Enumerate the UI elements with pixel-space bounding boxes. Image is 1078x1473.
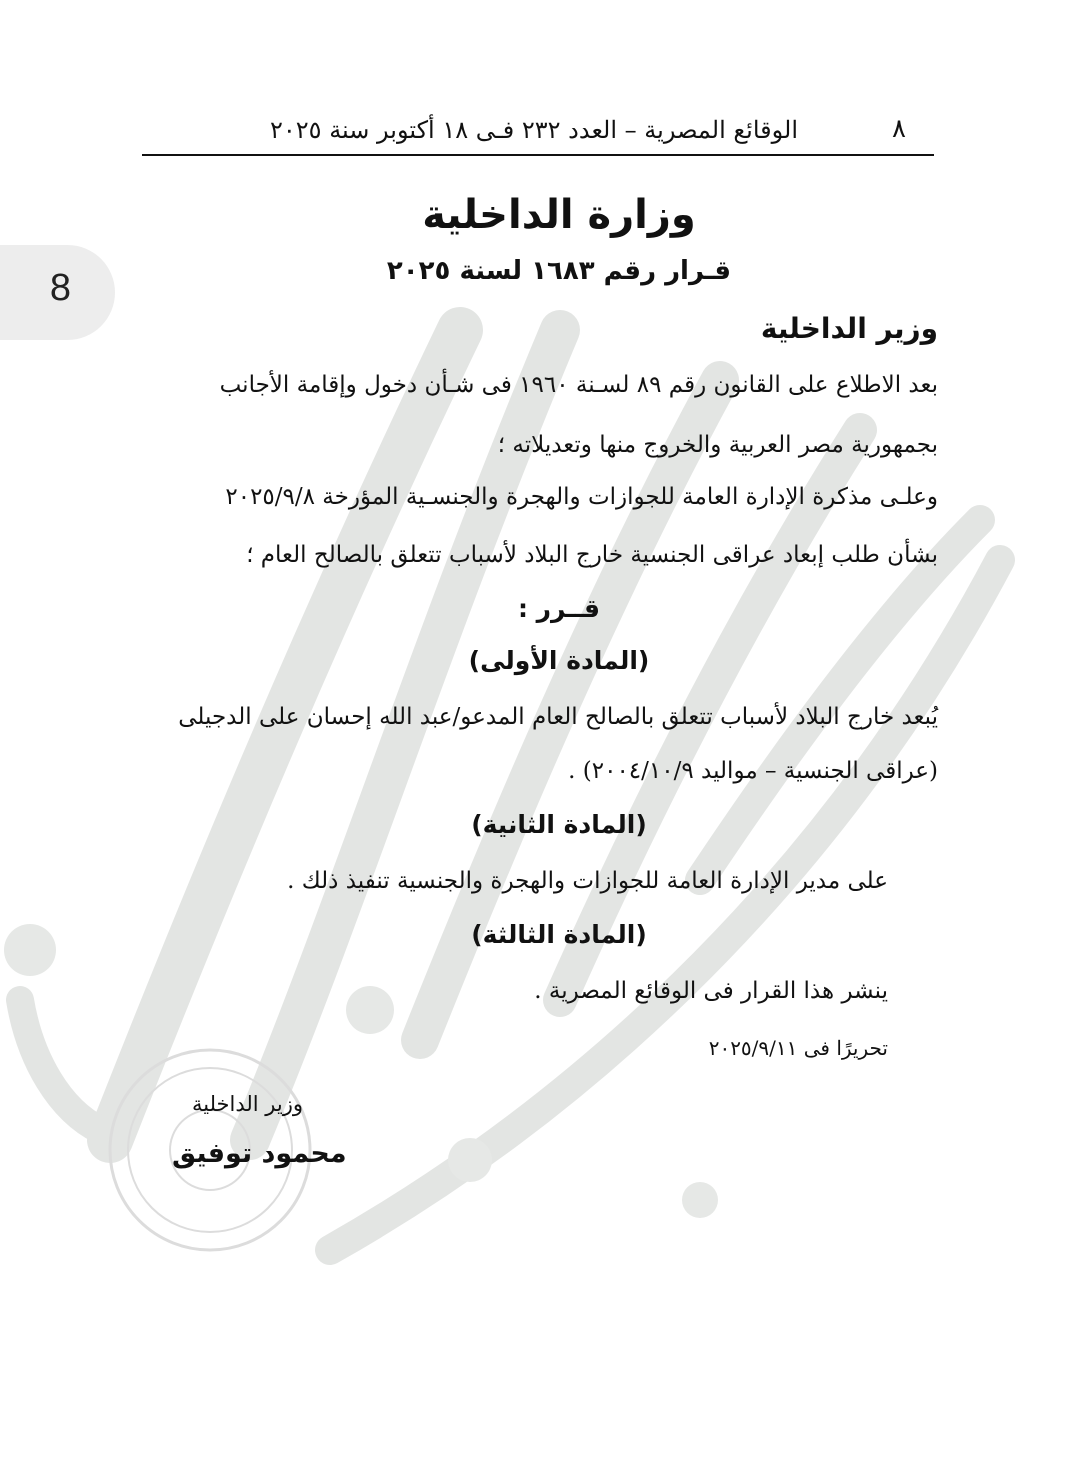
- article-3-title: (المادة الثالثة): [471, 920, 647, 949]
- dated-line: تحريرًا فى ٢٠٢٥/٩/١١: [708, 1036, 888, 1060]
- header-page-number: ٨: [892, 114, 906, 144]
- minister-heading: وزير الداخلية: [760, 312, 938, 345]
- signature-title: وزير الداخلية: [192, 1092, 304, 1116]
- gazette-header: [142, 112, 934, 156]
- preamble-line-3: وعلـى مذكرة الإدارة العامة للجوازات والهجرة والجنسـية المؤرخة ٢٠٢٥/٩/٨: [225, 484, 938, 510]
- signature-name: محمود توفيق: [172, 1138, 347, 1169]
- decree-title: قـرار رقم ١٦٨٣ لسنة ٢٠٢٥: [386, 256, 732, 286]
- article-1-title: (المادة الأولى): [468, 646, 650, 675]
- article-2-line-1: على مدير الإدارة العامة للجوازات والهجرة والجنسية تنفيذ ذلك .: [287, 868, 888, 894]
- ministry-title: وزارة الداخلية: [422, 192, 696, 238]
- preamble-line-4: بشأن طلب إبعاد عراقى الجنسية خارج البلاد لأسباب تتعلق بالصالح العام ؛: [246, 542, 938, 568]
- preamble-line-2: بجمهورية مصر العربية والخروج منها وتعديلاته ؛: [497, 432, 938, 458]
- preamble-line-1: بعد الاطلاع على القانون رقم ٨٩ لسـنة ١٩٦٠ فى شـأن دخول وإقامة الأجانب: [219, 372, 938, 398]
- article-1-line-1: يُبعد خارج البلاد لأسباب تتعلق بالصالح العام المدعو/عبد الله إحسان على الدجيلى: [178, 704, 938, 730]
- article-2-title: (المادة الثانية): [471, 810, 647, 839]
- side-page-number: 8: [49, 267, 71, 309]
- header-issue-text: الوقائع المصرية – العدد ٢٣٢ فـى ١٨ أكتوبر سنة ٢٠٢٥: [270, 116, 798, 144]
- decided-heading: قــرر :: [517, 594, 601, 623]
- article-1-line-2: (عراقى الجنسية – مواليد ٢٠٠٤/١٠/٩) .: [568, 758, 938, 784]
- article-3-line-1: ينشر هذا القرار فى الوقائع المصرية .: [534, 978, 888, 1004]
